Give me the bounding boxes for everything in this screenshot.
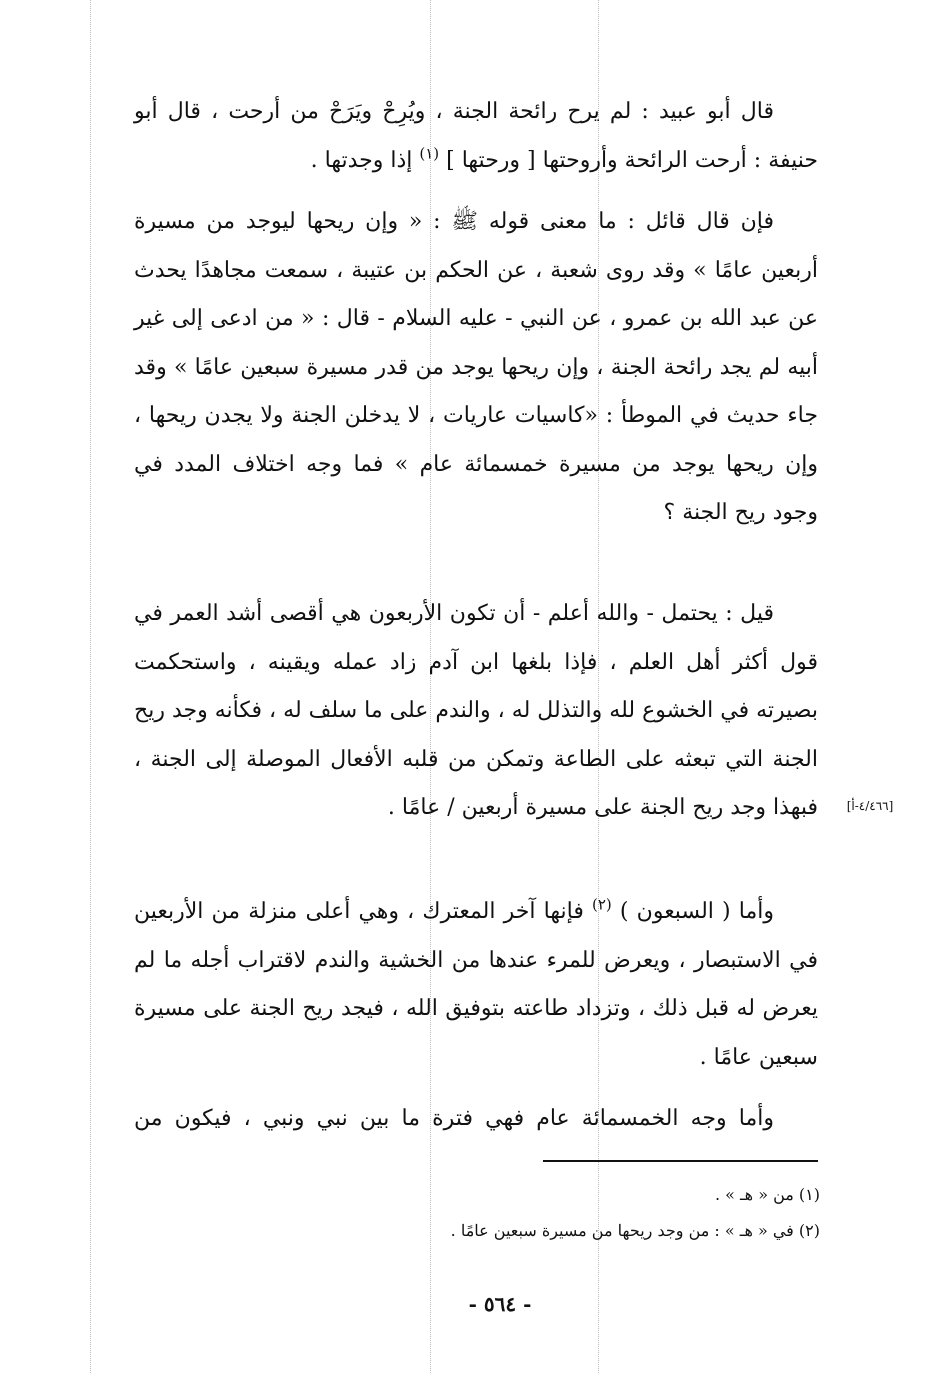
footnote-ref-1[interactable]: (١) (419, 144, 440, 163)
footnote-2: (٢) في « هـ » : من وجد ريحها من مسيرة سبعين عامًا . (450, 1221, 820, 1240)
paragraph-1-text: قال أبو عبيد : لم يرح رائحة الجنة ، ويُرِحْ ويَرَحْ من أرحت ، قال أبو حنيفة : أرحت الرائحة وأروحتها [ ورحتها ] (134, 99, 818, 173)
page-number: - ٥٦٤ - (468, 1292, 532, 1316)
footnote-ref-2[interactable]: (٢) (592, 895, 612, 914)
paragraph-3 (134, 590, 818, 833)
paragraph-1-tail: إذا وجدتها . (310, 147, 420, 173)
marginal-manuscript-reference: [٤/٤٦٦-أ] (846, 799, 894, 813)
paragraph-5 (134, 1095, 818, 1144)
paragraph-3-text: قيل : يحتمل - والله أعلم - أن تكون الأربعون هي أقصى أشد العمر في قول أكثر أهل العلم ، فإذا بلغها ابن آدم زاد عمله ويقينه ، واستحكمت بصيرته في الخشوع لله والتذلل له ، والندم على ما سلف له ، فكأنه وجد ريح الجنة التي تبعثه على الطاعة وتمكن من قلبه الأفعال الموصلة إلى الجنة ، فبهذا وجد ريح الجنة على مسيرة أربعين / عامًا . (134, 601, 818, 820)
binding-guide-line (90, 0, 91, 1373)
footnote-separator (543, 1160, 818, 1162)
paragraph-5-text: وأما وجه الخمسمائة عام فهي فترة ما بين نبي ونبي ، فيكون من (134, 1106, 774, 1131)
paragraph-4 (134, 888, 818, 1082)
paragraph-2 (134, 198, 818, 538)
paragraph-2-text: فإن قال قائل : ما معنى قوله ﷺ : « وإن ريحها ليوجد من مسيرة أربعين عامًا » وقد روى شعبة ، عن الحكم بن عتيبة ، سمعت مجاهدًا يحدث عن عبد الله بن عمرو ، عن النبي - عليه السلام - قال : « من ادعى إلى غير أبيه لم يجد رائحة الجنة ، وإن ريحها يوجد من قدر مسيرة سبعين عامًا » وقد جاء حديث في الموطأ : «كاسيات عاريات ، لا يدخلن الجنة ولا يجدن ريحها ، وإن ريحها يوجد من مسيرة خمسمائة عام » فما وجه اختلاف المدد في وجود ريح الجنة ؟ (134, 209, 818, 525)
paragraph-4-head: وأما ( السبعون ) (611, 899, 774, 924)
paragraph-4-text: فإنها آخر المعترك ، وهي أعلى منزلة من الأربعين في الاستبصار ، ويعرض للمرء عندها من الخشية والندم لاقتراب أجله ما لم يعرض له قبل ذلك ، وتزداد طاعته بتوفيق الله ، فيجد ريح الجنة على مسيرة سبعين عامًا . (134, 899, 818, 1070)
footnote-1: (١) من « هـ » . (714, 1185, 820, 1204)
paragraph-1 (134, 88, 818, 185)
